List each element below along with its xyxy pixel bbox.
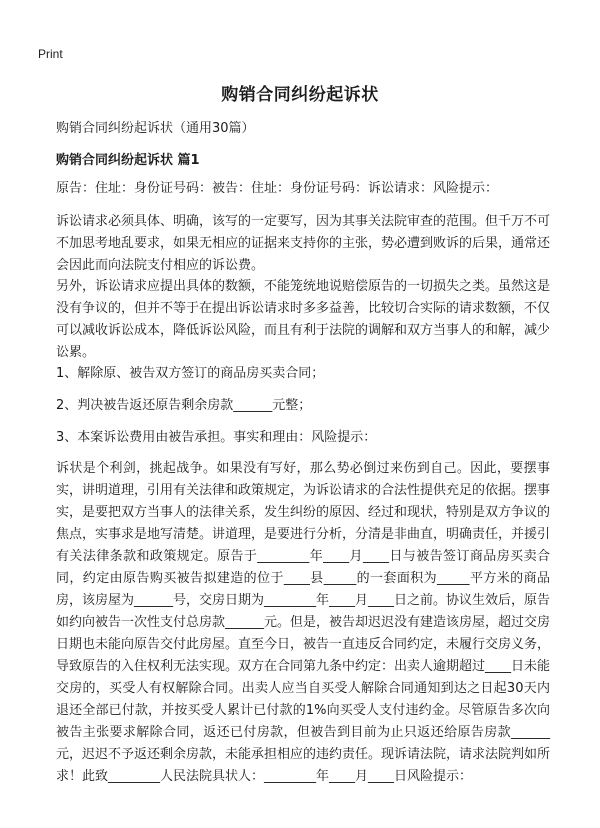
paragraph-amount-note: 另外，诉讼请求应提出具体的数额，不能笼统地说赔偿原告的一切损失之类。虽然这是没有争议的，但并不等于在提出诉讼请求时多多益善，比较切合实际的请求数额，不仅可以减收诉讼成本，降低诉讼风险，而且有利于法院的调解和双方当事人的和解，减少讼累。 <box>56 279 551 360</box>
document-subtitle: 购销合同纠纷起诉状（通用30篇） <box>56 121 255 136</box>
claim-item-3: 3、本案诉讼费用由被告承担。事实和理由：风险提示： <box>56 430 377 445</box>
paragraph-claims-note: 诉讼请求必须具体、明确，该写的一定要写，因为其事关法院审查的范围。但千万不可不加思考地乱要求，如果无相应的证据来支持你的主张，势必遭到败诉的后果，通常还会因此而向法院支付相应的诉讼费。 <box>56 214 551 273</box>
page-title: 购销合同纠纷起诉状 <box>221 85 379 105</box>
paragraph-parties: 原告：住址：身份证号码：被告：住址：身份证号码：诉讼请求：风险提示： <box>56 181 499 196</box>
section-heading: 购销合同纠纷起诉状 篇1 <box>56 153 200 168</box>
print-link[interactable]: Print <box>38 47 63 61</box>
paragraph-facts: 诉状是个利剑，挑起战争。如果没有写好，那么势必倒过来伤到自己。因此，要摆事实，讲明道理，引用有关法律和政策规定，为诉讼请求的合法性提供充足的依据。摆事实，是要把双方当事人的法律关系，发生纠纷的原因、经过和现状，特别是双方争议的焦点，实事求是地写清楚。讲道理，是要进行分析，分清是非曲直，明确责任，并援引有关法律条款和政策规定。原告于________年____月____日与被告签订商品房买卖合同，约定由原告购买被告拟建造的位于____县_____的一套面积为_____平方米的商品房，该房屋为______号，交房日期为________年____月____日之前。协议生效后，原告如约向被告一次性支付总房款______元。但是，被告却迟迟没有建造该房屋，超过交房日期也未能向原告交付此房屋。直至今日，被告一直违反合同约定，未履行交房义务，导致原告的入住权利无法实现。双方在合同第九条中约定：出卖人逾期超过____日未能交房的，买受人有权解除合同。出卖人应当自买受人解除合同通知到达之日起30天内退还全部已付款，并按买受人累计已付款的1%向买受人支付违约金。尽管原告多次向被告主张要求解除合同，返还已付房款，但被告到目前为止只返还给原告房款______元，迟迟不予返还剩余房款，未能承担相应的违约责任。现诉请法院，请求法院判如所求！此致________人民法院具状人：________年____月____日风险提示： <box>56 461 551 784</box>
claim-item-2: 2、判决被告返还原告剩余房款______元整； <box>56 398 312 413</box>
claim-item-1: 1、解除原、被告双方签订的商品房买卖合同； <box>56 366 325 381</box>
